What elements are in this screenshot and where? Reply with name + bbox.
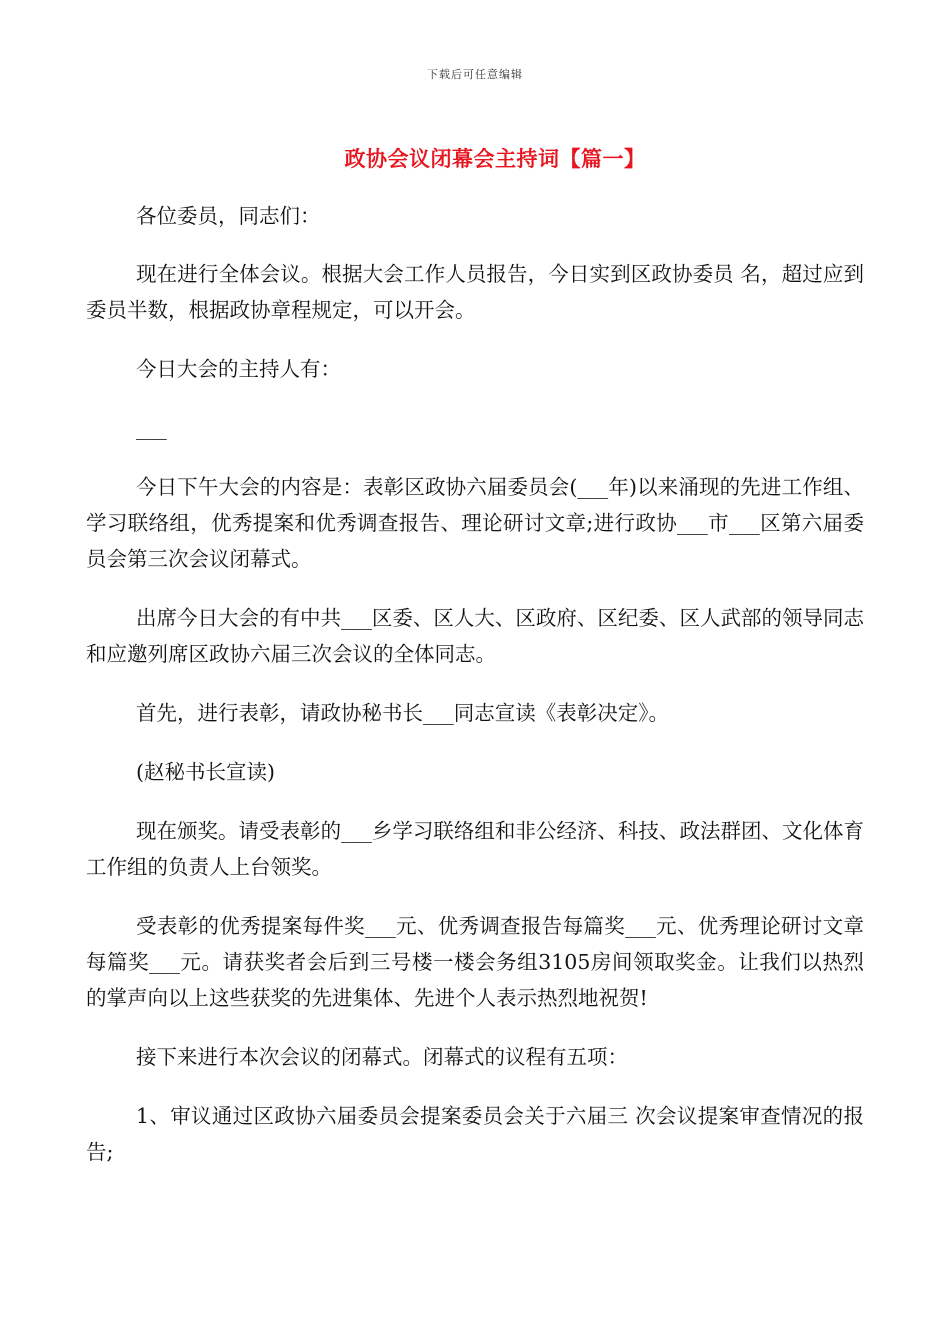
- header-note: 下载后可任意编辑: [427, 68, 523, 81]
- paragraph-attendance: 现在进行全体会议。根据大会工作人员报告，今日实到区政协委员 名，超过应到委员半数，根据政协章程规定，可以开会。: [86, 262, 864, 322]
- paragraph-salutation: 各位委员，同志们：: [136, 204, 321, 228]
- paragraph-attendees: 出席今日大会的有中共___区委、区人大、区政府、区纪委、区人武部的领导同志和应邀列席区政协六届三次会议的全体同志。: [86, 606, 864, 666]
- paragraph-commendation: 首先，进行表彰，请政协秘书长___同志宣读《表彰决定》。: [136, 701, 669, 725]
- document-body: [86, 198, 864, 1193]
- paragraph-agenda-content: 今日下午大会的内容是：表彰区政协六届委员会(___年)以来涌现的先进工作组、学习联络组，优秀提案和优秀调查报告、理论研讨文章;进行政协___市___区第六届委员会第三次会议闭幕式。: [86, 475, 864, 571]
- paragraph-awards: 现在颁奖。请受表彰的___乡学习联络组和非公经济、科技、政法群团、文化体育工作组的负责人上台领奖。: [86, 819, 864, 879]
- paragraph-prize-money: 受表彰的优秀提案每件奖___元、优秀调查报告每篇奖___元、优秀理论研讨文章每篇奖___元。请获奖者会后到三号楼一楼会务组3105房间领取奖金。让我们以热烈的掌声向以上这些获奖的先进集体、先进个人表示热烈地祝贺!: [86, 914, 864, 1010]
- paragraph-hosts: 今日大会的主持人有：: [136, 357, 341, 381]
- document-title: 政协会议闭幕会主持词【篇一】: [344, 146, 646, 171]
- paragraph-closing-agenda: 接下来进行本次会议的闭幕式。闭幕式的议程有五项：: [136, 1045, 628, 1069]
- paragraph-reading: (赵秘书长宣读): [136, 760, 275, 784]
- paragraph-host-blank: ___: [136, 416, 167, 440]
- paragraph-agenda-item-1: 1、审议通过区政协六届委员会提案委员会关于六届三 次会议提案审查情况的报告;: [86, 1104, 864, 1164]
